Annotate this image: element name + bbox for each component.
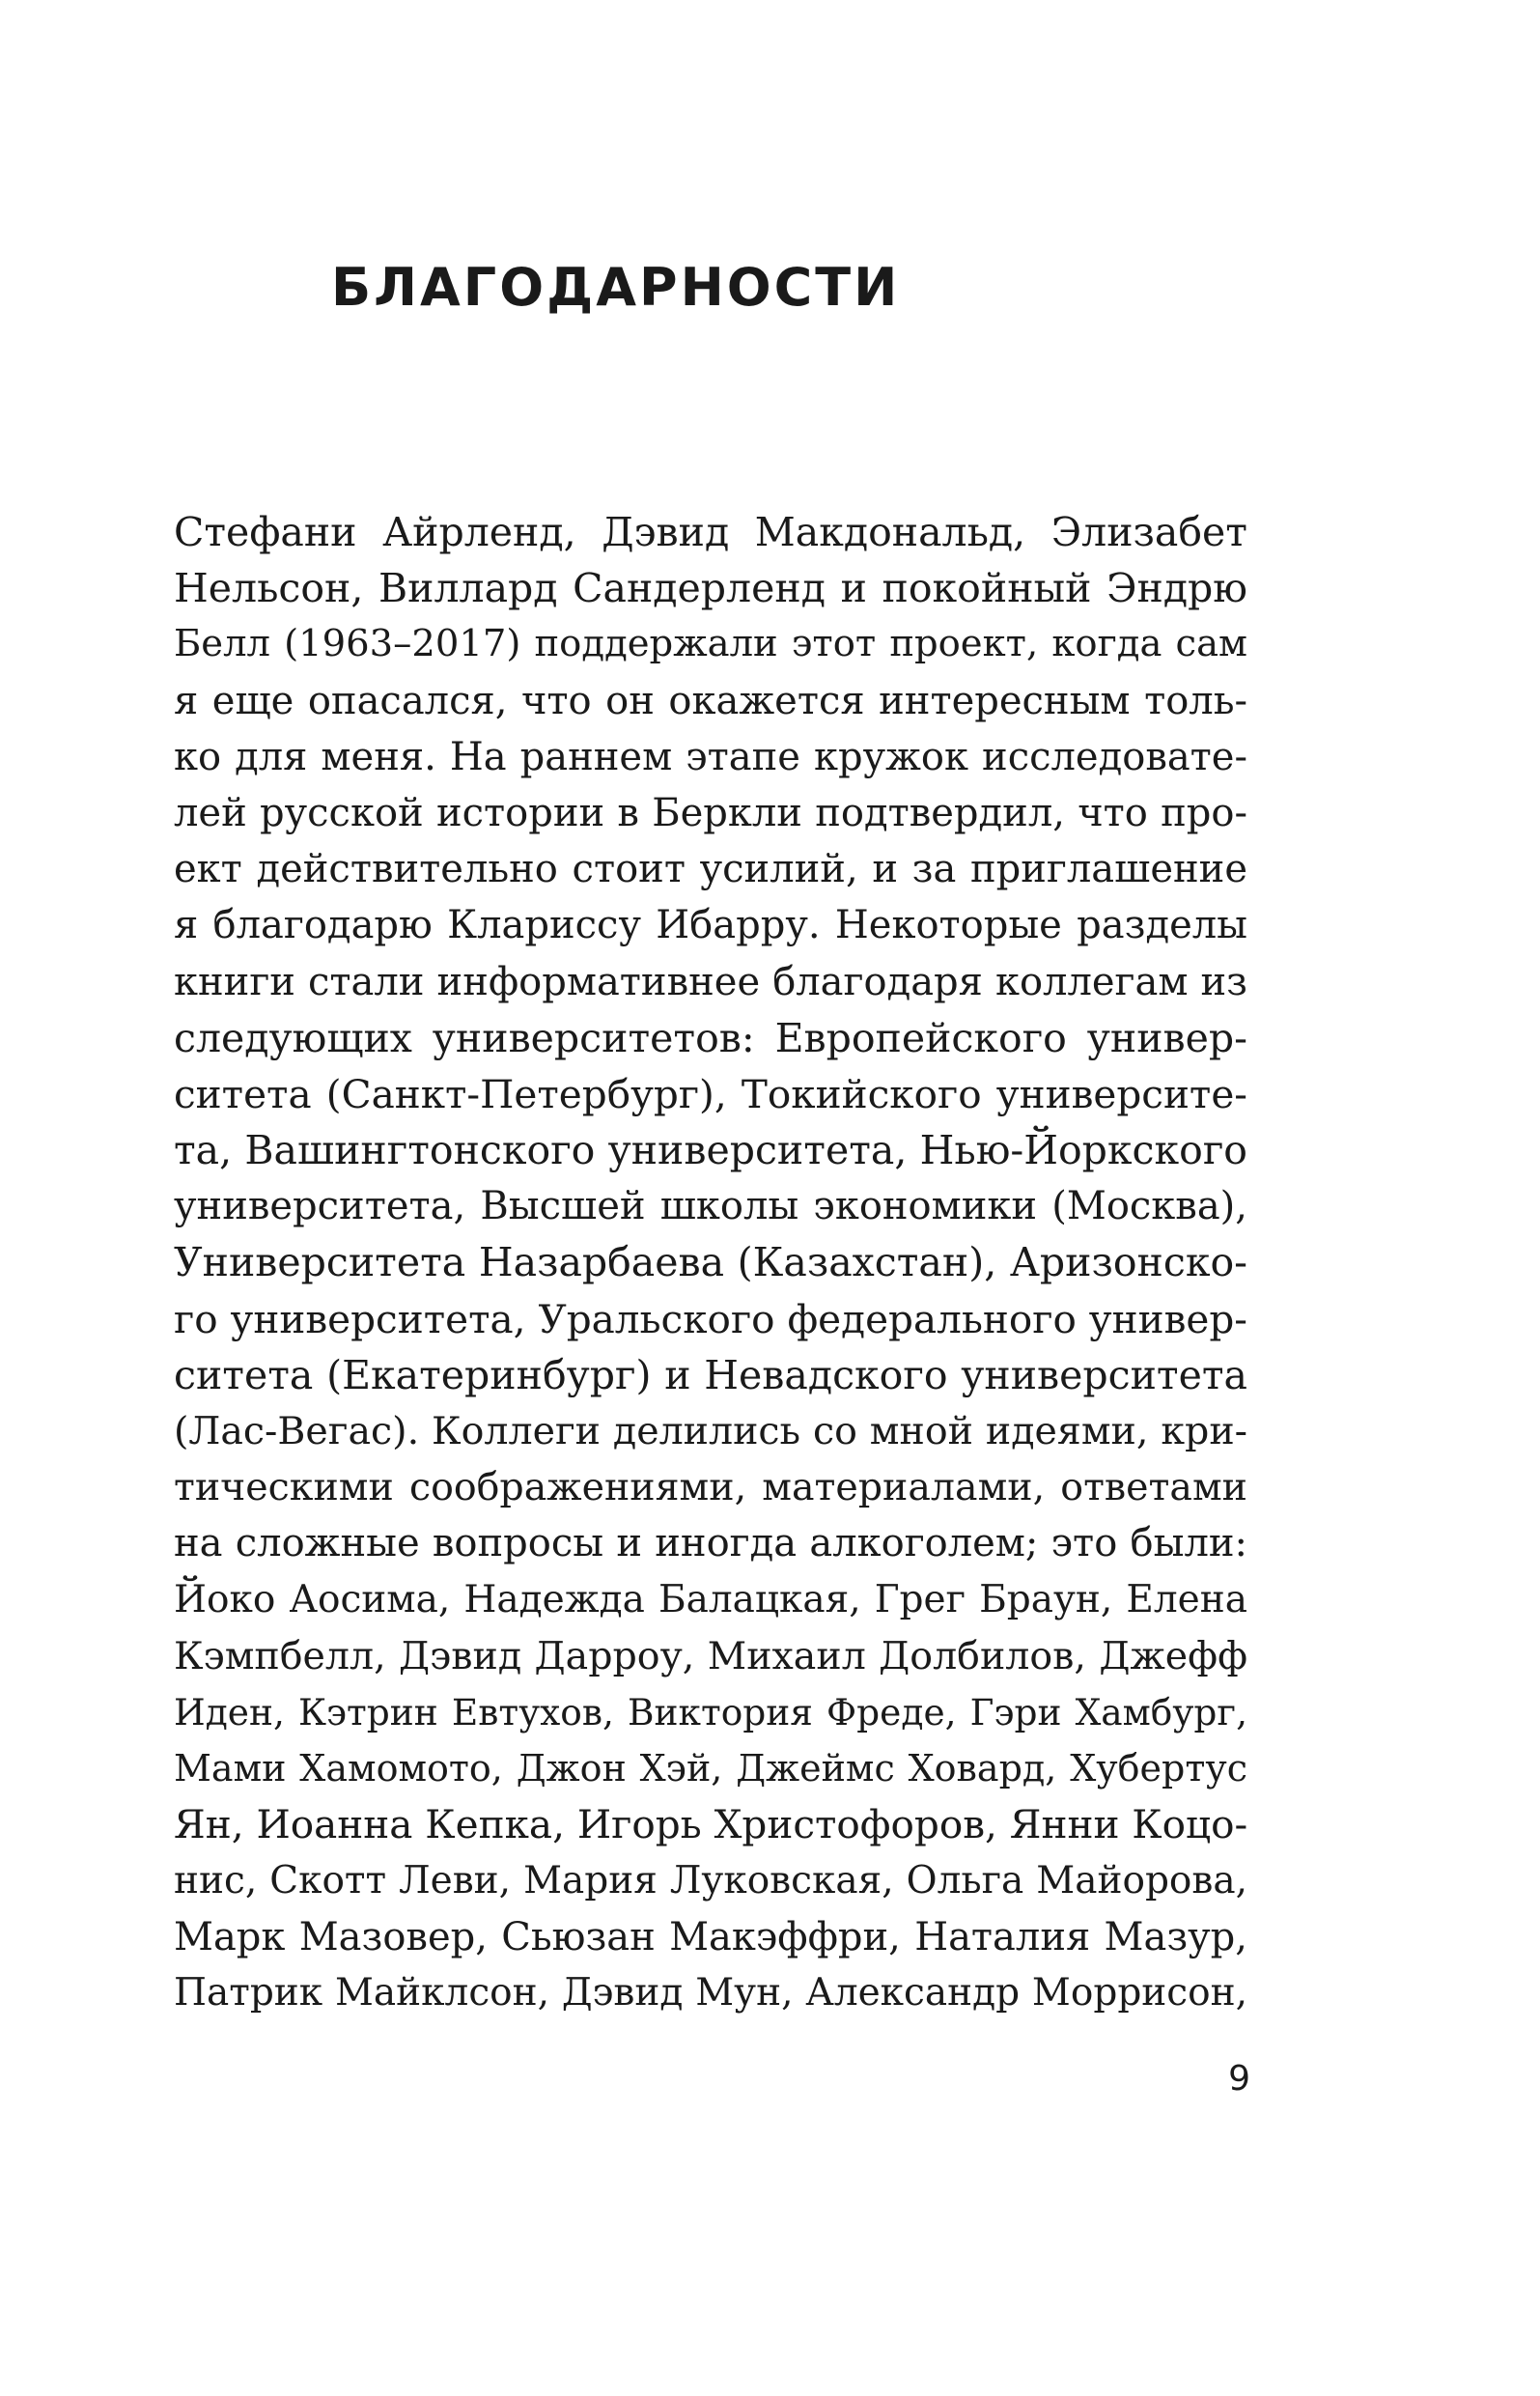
text-line: Белл (1963–2017) поддержали этот проект, когда сам: [174, 622, 1247, 666]
text-line: тическими соображениями, материалами, ответами: [174, 1465, 1247, 1510]
text-line: я еще опасался, что он окажется интересным толь-: [174, 678, 1247, 723]
text-line: ект действительно стоит усилий, и за приглашение: [174, 847, 1247, 892]
text-line: Мами Хамомото, Джон Хэй, Джеймс Ховард, Хубертус: [174, 1747, 1247, 1790]
body-paragraph: [174, 504, 1247, 2021]
text-line: ситета (Екатеринбург) и Невадского университета: [174, 1351, 1247, 1398]
text-line: та, Вашингтонского университета, Нью-Йоркского: [174, 1127, 1247, 1174]
text-line: (Лас-Вегас). Коллеги делились со мной идеями, кри-: [174, 1409, 1247, 1453]
text-line: нис, Скотт Леви, Мария Луковская, Ольга Майорова,: [174, 1858, 1247, 1903]
text-line: Патрик Майклсон, Дэвид Мун, Александр Моррисон,: [174, 1970, 1247, 2015]
text-line: ко для меня. На раннем этапе кружок исследовате-: [174, 734, 1247, 779]
text-line: Нельсон, Виллард Сандерленд и покойный Эндрю: [174, 565, 1247, 612]
text-line: Марк Мазовер, Сьюзан Макэффри, Наталия Мазур,: [174, 1914, 1247, 1959]
text-line: Йоко Аосима, Надежда Балацкая, Грег Браун, Елена: [174, 1577, 1247, 1621]
text-line: на сложные вопросы и иногда алкоголем; это были:: [174, 1521, 1247, 1566]
text-line: ситета (Санкт-Петербург), Токийского университе-: [174, 1070, 1247, 1117]
text-line: я благодарю Клариссу Ибарру. Некоторые разделы: [174, 903, 1247, 948]
text-line: Кэмпбелл, Дэвид Дарроу, Михаил Долбилов, Джефф: [174, 1633, 1247, 1678]
text-line: Университета Назарбаева (Казахстан), Аризонско-: [174, 1239, 1247, 1286]
page-number: 9: [1228, 2059, 1250, 2099]
text-line: Иден, Кэтрин Евтухов, Виктория Фреде, Гэри Хамбург,: [174, 1690, 1247, 1734]
text-line: следующих университетов: Европейского универ-: [174, 1014, 1247, 1061]
text-line: Стефани Айрленд, Дэвид Макдональд, Элизабет: [174, 509, 1247, 555]
text-line: го университета, Уральского федерального универ-: [174, 1295, 1247, 1342]
chapter-heading: БЛАГОДАРНОСТИ: [331, 257, 901, 318]
text-line: книги стали информативнее благодаря коллегам из: [174, 959, 1247, 1004]
text-line: лей русской истории в Беркли подтвердил, что про-: [174, 790, 1247, 835]
text-line: Ян, Иоанна Кепка, Игорь Христофоров, Янни Коцо-: [174, 1801, 1248, 1848]
text-line: университета, Высшей школы экономики (Москва),: [174, 1184, 1247, 1229]
